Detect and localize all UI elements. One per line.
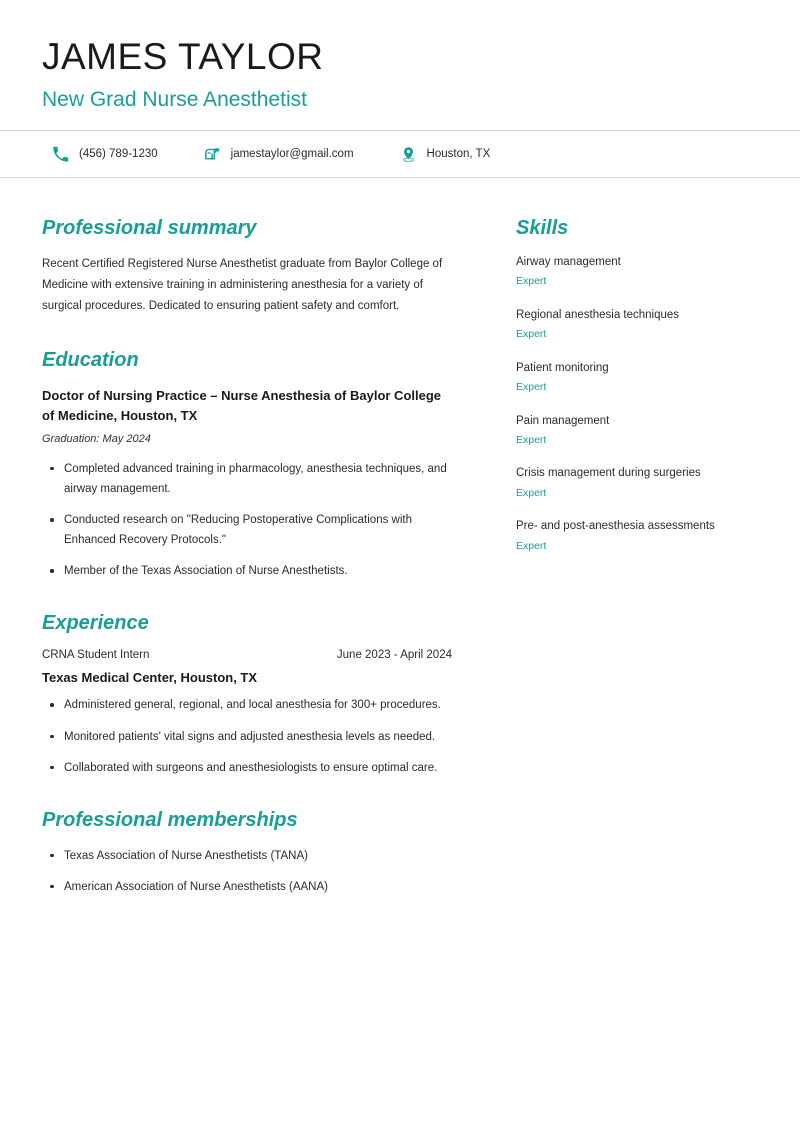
skill-name: Crisis management during surgeries [516, 467, 701, 480]
resume-body [0, 178, 800, 927]
list-item: Monitored patients' vital signs and adjusted anesthesia levels as needed. [42, 727, 452, 747]
list-item: Administered general, regional, and local anesthesia for 300+ procedures. [42, 695, 452, 715]
section-experience [42, 611, 452, 777]
section-title-education: Education [42, 348, 139, 371]
job-title: New Grad Nurse Anesthetist [42, 87, 307, 111]
contact-bar [0, 131, 800, 177]
skill-level: Expert [516, 274, 547, 287]
page-title: JAMES TAYLOR [42, 36, 324, 77]
skill-item [516, 307, 758, 342]
section-education [42, 348, 452, 582]
list-item: Texas Association of Nurse Anesthetists (TANA) [42, 846, 452, 866]
experience-company: Texas Medical Center, Houston, TX [42, 670, 258, 686]
mailbox-icon [204, 146, 221, 163]
skill-level: Expert [516, 539, 547, 552]
skill-item [516, 254, 758, 289]
education-degree: Doctor of Nursing Practice – Nurse Anesthesia of Baylor College of Medicine, Houston, TX [42, 387, 442, 423]
side-column [516, 216, 758, 584]
education-bullet-list [42, 459, 452, 582]
experience-bullet-list [42, 695, 452, 777]
phone-icon [52, 146, 69, 163]
skill-name: Airway management [516, 255, 621, 268]
contact-location-text: Houston, TX [426, 148, 491, 161]
resume-header [0, 0, 800, 130]
contact-location[interactable] [400, 146, 491, 163]
skill-level: Expert [516, 486, 547, 499]
contact-email-text: jamestaylor@gmail.com [230, 148, 354, 161]
skill-name: Pre- and post-anesthesia assessments [516, 520, 715, 533]
skill-level: Expert [516, 327, 547, 340]
list-item: American Association of Nurse Anesthetists (AANA) [42, 877, 452, 897]
experience-role: CRNA Student Intern [42, 649, 150, 662]
contact-email[interactable] [204, 146, 354, 163]
list-item: Completed advanced training in pharmacology, anesthesia techniques, and airway management. [42, 459, 452, 499]
education-graduation-date: Graduation: May 2024 [42, 432, 151, 445]
experience-dates: June 2023 - April 2024 [336, 649, 452, 662]
skill-name: Patient monitoring [516, 361, 609, 374]
contact-phone[interactable] [52, 146, 158, 163]
summary-text: Recent Certified Registered Nurse Anesthetist graduate from Baylor College of Medicine with extensive training in administering anesthesia for a variety of surgical procedures. Dedicated to ensuring patient safety and comfort. [42, 257, 443, 313]
skill-item [516, 360, 758, 395]
skill-item [516, 465, 758, 500]
skill-name: Regional anesthesia techniques [516, 308, 680, 321]
list-item: Collaborated with surgeons and anesthesiologists to ensure optimal care. [42, 758, 452, 778]
section-title-skills: Skills [516, 216, 569, 239]
skill-item [516, 413, 758, 448]
skill-level: Expert [516, 433, 547, 446]
list-item: Conducted research on "Reducing Postoperative Complications with Enhanced Recovery Protocols." [42, 510, 452, 550]
section-professional-memberships [42, 808, 452, 897]
skill-item [516, 518, 758, 553]
section-professional-summary [42, 216, 452, 318]
section-skills [516, 216, 758, 554]
section-title-summary: Professional summary [42, 216, 257, 239]
location-pin-icon [400, 146, 417, 163]
skill-name: Pain management [516, 414, 610, 427]
main-column [42, 216, 452, 927]
section-title-experience: Experience [42, 612, 149, 635]
list-item: Member of the Texas Association of Nurse Anesthetists. [42, 561, 452, 581]
contact-phone-text: (456) 789-1230 [79, 148, 158, 161]
memberships-bullet-list [42, 846, 452, 897]
skill-level: Expert [516, 380, 547, 393]
experience-header-row [42, 649, 452, 661]
section-title-memberships: Professional memberships [42, 808, 298, 831]
